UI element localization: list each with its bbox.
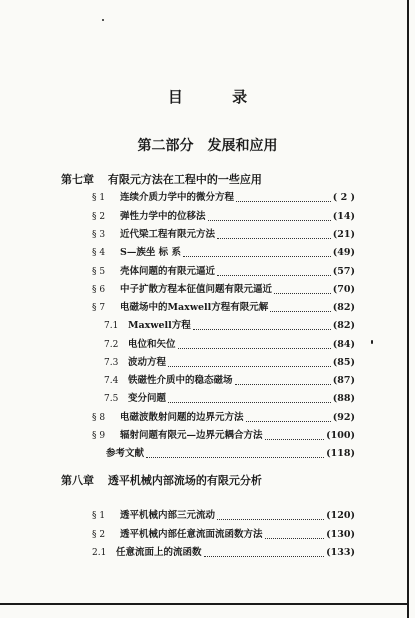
- toc-entry: [92, 264, 355, 280]
- entry-title: S—族坐 标 系: [120, 247, 181, 258]
- dot-leader: [168, 366, 331, 367]
- chapter-7-heading: [61, 171, 262, 187]
- page-number: (92): [332, 412, 355, 423]
- page-number: (82): [332, 320, 355, 331]
- chapter-title: 透平机械内部流场的有限元分析: [107, 474, 262, 487]
- section-number: § 2: [92, 212, 106, 222]
- entry-title: 变分问题: [128, 393, 167, 404]
- section-number: 7.5: [104, 394, 119, 404]
- entry-title: 铁磁性介质中的稳态磁场: [128, 375, 233, 386]
- page-number: ( 2 ): [332, 192, 355, 203]
- entry-title: 参考文献: [106, 448, 145, 459]
- dot-leader: [236, 201, 331, 202]
- page-number: (57): [332, 266, 355, 277]
- chapter-label: 第八章: [61, 474, 94, 487]
- section-number: § 7: [92, 303, 106, 313]
- section-number: § 5: [92, 267, 106, 277]
- toc-entry: [92, 227, 355, 243]
- entry-title: 电位和矢位: [128, 339, 176, 350]
- section-number: § 2: [92, 530, 106, 540]
- toc-entry: [92, 508, 355, 524]
- dot-leader: [235, 384, 331, 385]
- section-number: § 6: [92, 285, 106, 295]
- chapter-label: 第七章: [61, 173, 94, 186]
- entry-title: 任意流面上的流函数: [116, 547, 202, 558]
- toc-entry: [92, 282, 355, 298]
- toc-entry: [104, 337, 355, 353]
- entry-title: 透平机械内部三元流动: [120, 510, 216, 521]
- entry-title: 辐射问题有限元—边界元耦合方法: [120, 430, 263, 441]
- toc-entry: [92, 428, 355, 444]
- entry-title: 透平机械内部任意流面流函数方法: [120, 529, 263, 540]
- entry-title: 弹性力学中的位移法: [120, 211, 206, 222]
- dot-leader: [217, 275, 331, 276]
- dot-leader: [217, 519, 324, 520]
- entry-title: 电磁场中的Maxwell方程有限元解: [120, 302, 269, 313]
- section-number: § 1: [92, 193, 106, 203]
- entry-title: 连续介质力学中的微分方程: [120, 192, 235, 203]
- toc-entry: [92, 545, 355, 561]
- toc-entry: [92, 245, 355, 261]
- toc-entry: [92, 410, 355, 426]
- page-border-bottom: [0, 603, 409, 605]
- toc-entry: [104, 391, 355, 407]
- page-number: (85): [332, 357, 355, 368]
- entry-title: 电磁波散射问题的边界元方法: [120, 412, 244, 423]
- page-number: (118): [326, 448, 355, 459]
- section-number: 2.1: [92, 548, 107, 558]
- page-number: (21): [332, 229, 355, 240]
- section-number: § 3: [92, 230, 106, 240]
- page-number: (133): [326, 547, 355, 558]
- section-number: § 1: [92, 511, 106, 521]
- page-number: (87): [332, 375, 355, 386]
- page-number: (82): [332, 302, 355, 313]
- page-number: (88): [332, 393, 355, 404]
- dot-leader: [178, 348, 331, 349]
- dot-leader: [168, 402, 331, 403]
- page-number: (70): [332, 284, 355, 295]
- entry-title: Maxwell方程: [128, 320, 191, 331]
- page-number: (130): [326, 529, 355, 540]
- toc-entry: [104, 318, 355, 334]
- section-number: § 4: [92, 248, 106, 258]
- dot-leader: [183, 256, 331, 257]
- page-number: (120): [326, 510, 355, 521]
- toc-entry: [92, 209, 355, 225]
- section-number: 7.4: [104, 376, 119, 386]
- page-number: (84): [332, 339, 355, 350]
- section-number: § 8: [92, 413, 106, 423]
- dot-leader: [193, 329, 331, 330]
- dot-leader: [217, 238, 331, 239]
- toc-entry: [92, 300, 355, 316]
- toc-entry: [92, 190, 355, 206]
- page-number: (49): [332, 247, 355, 258]
- section-number: 7.3: [104, 358, 119, 368]
- dot-leader: [274, 293, 331, 294]
- page-number: (100): [326, 430, 355, 441]
- chapter-8-heading: [61, 472, 262, 488]
- dot-leader: [270, 311, 331, 312]
- section-number: 7.2: [104, 340, 119, 350]
- entry-title: 近代梁工程有限元方法: [120, 229, 216, 240]
- toc-entry: [104, 355, 355, 371]
- section-number: § 9: [92, 431, 106, 441]
- dot-leader: [265, 538, 325, 539]
- toc-entry: [104, 373, 355, 389]
- toc-entry: [106, 446, 355, 462]
- dot-leader: [204, 556, 325, 557]
- section-number: 7.1: [104, 321, 119, 331]
- dot-leader: [265, 439, 325, 440]
- ink-speck: [102, 19, 104, 21]
- part-heading: 第二部分 发展和应用: [137, 138, 278, 154]
- ink-speck: [371, 340, 373, 344]
- chapter-title: 有限元方法在工程中的一些应用: [107, 173, 262, 186]
- entry-title: 中子扩散方程本征值问题有限元逼近: [120, 284, 273, 295]
- dot-leader: [146, 457, 324, 458]
- dot-leader: [246, 421, 331, 422]
- toc-entry: [92, 527, 355, 543]
- entry-title: 波动方程: [128, 357, 167, 368]
- dot-leader: [208, 220, 331, 221]
- page-number: (14): [332, 211, 355, 222]
- page-title: 目 录: [167, 88, 270, 106]
- entry-title: 壳体问题的有限元逼近: [120, 266, 216, 277]
